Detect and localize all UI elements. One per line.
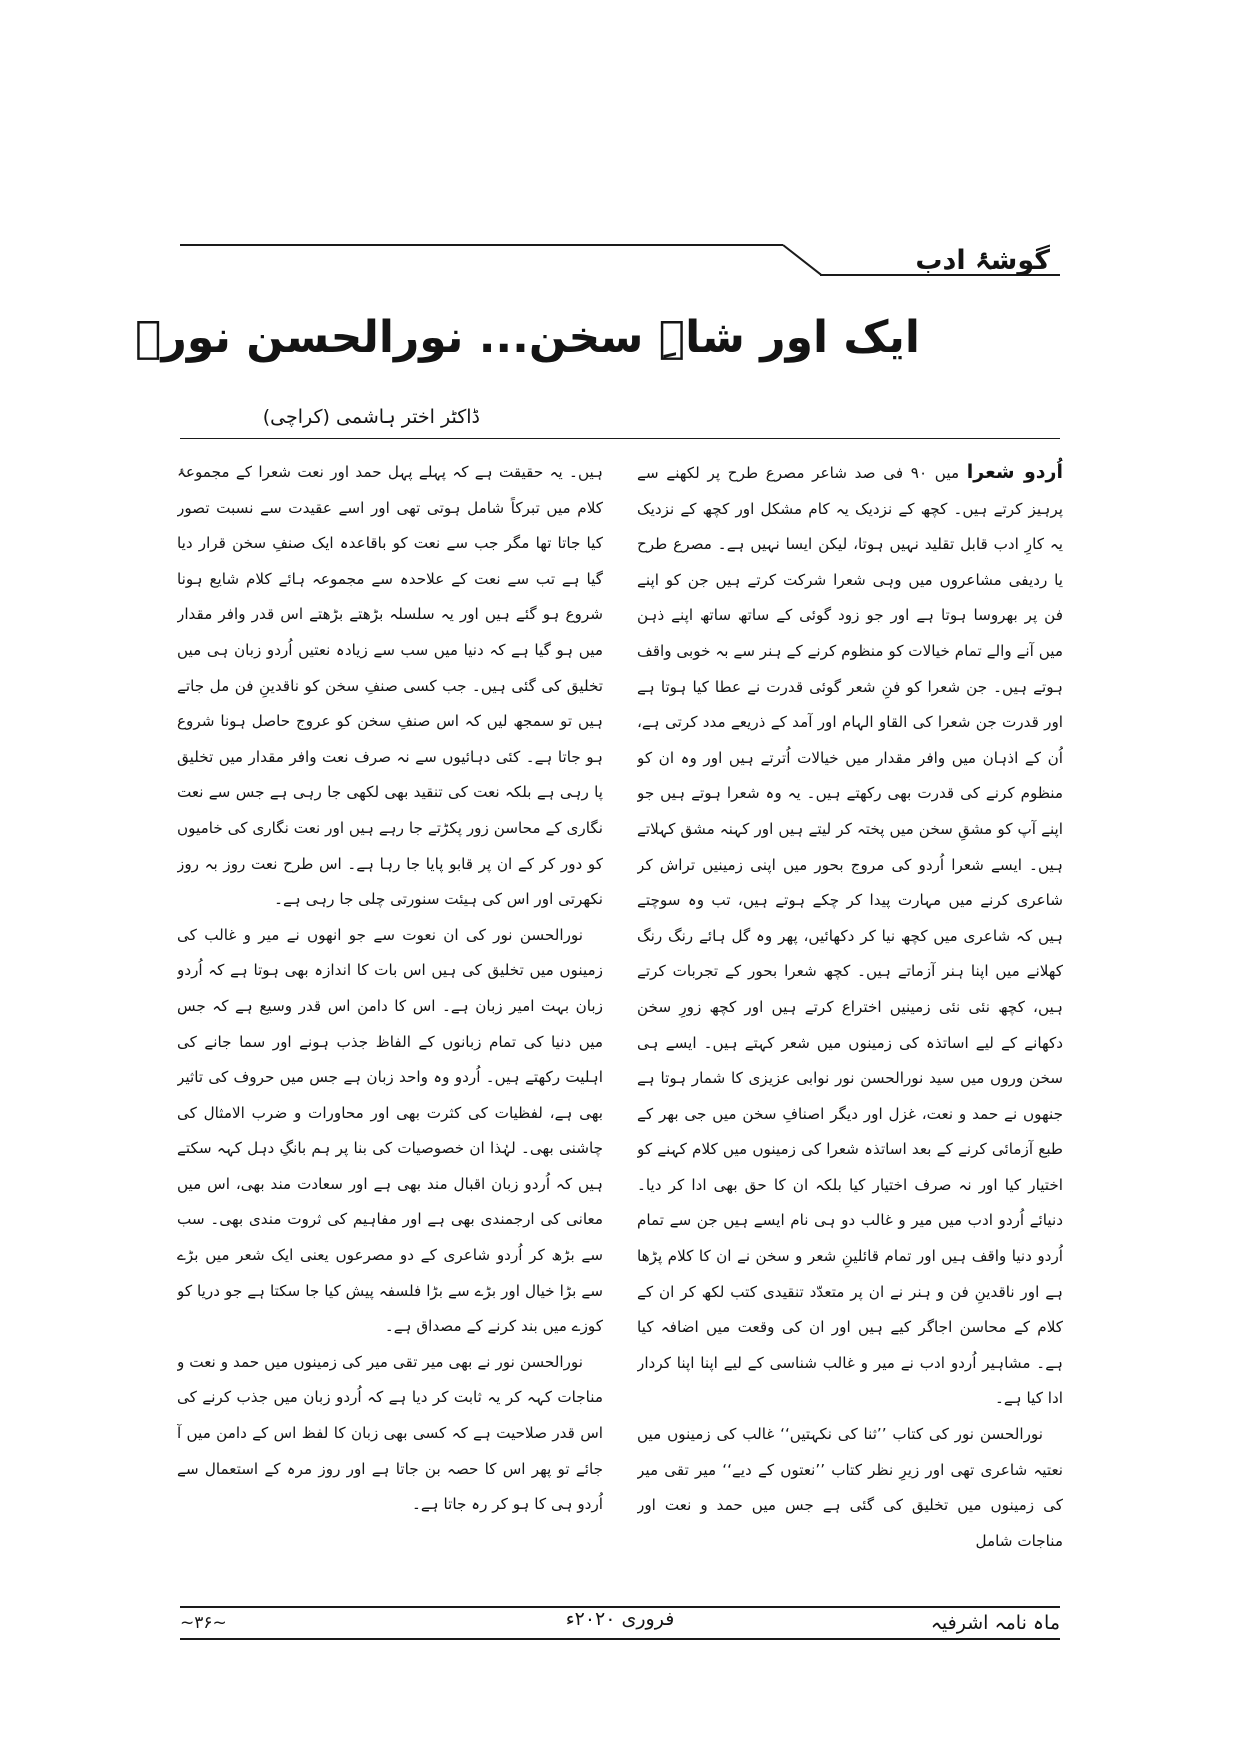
- paragraph-text: میں ۹۰ فی صد شاعر مصرع طرح پر لکھنے سے پرہیز کرتے ہیں۔ کچھ کے نزدیک یہ کام مشکل اور کچھ کے نزدیک یہ کارِ ادب قابل تقلید نہیں ہوتا، لیکن ایسا نہیں ہے۔ مصرع طرح یا ردیفی مشاعروں میں وہی شعرا شرکت کرتے ہیں جن کو اپنے فن پر بھروسا ہوتا ہے اور جو زود گوئی کے ساتھ ساتھ اپنے ذہن میں آنے والے تمام خیالات کو منظوم کرنے کے ہنر سے بہ خوبی واقف ہوتے ہیں۔ جن شعرا کو فنِ شعر گوئی قدرت نے عطا کیا ہوتا ہے اور قدرت جن شعرا کی القاو الہام اور آمد کے ذریعے مدد کرتی ہے، اُن کے اذہان میں وافر مقدار میں خیالات اُترتے ہیں اور وہ ان کو منظوم کرنے کی قدرت بھی رکھتے ہیں۔ یہ وہ شعرا ہوتے ہیں جو اپنے آپ کو مشقِ سخن میں پختہ کر لیتے ہیں اور کہنہ مشق کہلاتے ہیں۔ ایسے شعرا اُردو کی مروج بحور میں اپنی زمینیں تراش کر شاعری کرنے میں مہارت پیدا کر چکے ہوتے ہیں، تب وہ سوچتے ہیں کہ شاعری میں کچھ نیا کر دکھائیں، پھر وہ گل ہائے رنگ رنگ کھلانے میں اپنا ہنر آزماتے ہیں۔ کچھ شعرا بحور کے تجربات کرتے ہیں، کچھ نئی نئی زمینیں اختراع کرتے ہیں اور کچھ زورِ سخن دکھانے کے لیے اساتذہ کی زمینوں میں شعر کہتے ہیں۔ ایسے ہی سخن وروں میں سید نورالحسن نور نوابی عزیزی کا شمار ہوتا ہے جنھوں نے حمد و نعت، غزل اور دیگر اصنافِ سخن میں جی بھر کے طبع آزمائی کرنے کے بعد اساتذہ شعرا کی زمینوں میں کلام کہنے کو اختیار کیا اور نہ صرف اختیار کیا بلکہ ان کا حق بھی ادا کر دیا۔ دنیائے اُردو ادب میں میر و غالب دو ہی نام ایسے ہیں جن سے تمام اُردو دنیا واقف ہیں اور تمام قائلینِ شعر و سخن نے ان کا کلام پڑھا ہے اور ناقدینِ فن و ہنر نے ان پر متعدّد تنقیدی کتب لکھ کر ان کے کلام کے محاسن اجاگر کیے ہیں اور ان کی وقعت میں اضافہ کیا ہے۔ مشاہیر اُردو ادب نے میر و غالب شناسی کے لیے اپنا اپنا کردار ادا کیا ہے۔: [637, 464, 1063, 1408]
- paragraph: نورالحسن نور نے بھی میر تقی میر کی زمینوں میں حمد و نعت و مناجات کہہ کر یہ ثابت کر دیا ہے کہ اُردو زبان میں جذب کرنے کی اس قدر صلاحیت ہے کہ کسی بھی زبان کا لفظ اس کے دامن میں آ جائے تو پھر اس کا حصہ بن جاتا ہے اور روز مرہ کے استعمال سے اُردو ہی کا ہو کر رہ جاتا ہے۔: [177, 1352, 603, 1514]
- paragraph: [637, 455, 1063, 1417]
- article-title: ایک اور شاہِ سخن... نورالحسن نورؔ: [135, 312, 920, 363]
- author-byline: ڈاکٹر اختر ہاشمی (کراچی): [262, 406, 480, 428]
- paragraph: نورالحسن نور کی ان نعوت سے جو انھوں نے میر و غالب کی زمینوں میں تخلیق کی ہیں اس بات کا اندازہ بھی ہوتا ہے کہ اُردو زبان بہت امیر زبان ہے۔ اس کا دامن اس قدر وسیع ہے کہ جس میں دنیا کی تمام زبانوں کے الفاظ جذب ہونے اور سما جانے کی اہلیت رکھتے ہیں۔ اُردو وہ واحد زبان ہے جس میں حروف کی تاثیر بھی ہے، لفظیات کی کثرت بھی اور محاورات و ضرب الامثال کی چاشنی بھی۔ لہٰذا ان خصوصیات کی بنا پر ہم بانگِ دہل کہہ سکتے ہیں کہ اُردو زبان اقبال مند بھی ہے اور سعادت مند بھی، اس میں معانی کی ارجمندی بھی ہے اور مفاہیم کی ثروت مندی بھی۔ سب سے بڑھ کر اُردو شاعری کے دو مصرعوں یعنی ایک شعر میں بڑے سے بڑا خیال اور بڑے سے بڑا فلسفہ پیش کیا جا سکتا ہے جو دریا کو کوزے میں بند کرنے کے مصداق ہے۔: [177, 925, 603, 1336]
- lead-word: اُردو شعرا: [966, 461, 1063, 483]
- header-rule: [180, 244, 783, 246]
- paragraph: ہیں۔ یہ حقیقت ہے کہ پہلے پہل حمد اور نعت شعرا کے مجموعۂ کلام میں تبرکاً شامل ہوتی تھی اور اسے عقیدت سے نسبت تصور کیا جاتا تھا مگر جب سے نعت کو باقاعدہ ایک صنفِ سخن قرار دیا گیا ہے تب سے نعت کے علاحدہ سے مجموعہ ہائے کلام شایع ہونا شروع ہو گئے ہیں اور یہ سلسلہ بڑھتے بڑھتے اس قدر وافر مقدار میں ہو گیا ہے کہ دنیا میں سب سے زیادہ نعتیں اُردو زبان ہی میں تخلیق کی گئی ہیں۔ جب کسی صنفِ سخن کو ناقدینِ فن مل جاتے ہیں تو سمجھ لیں کہ اس صنفِ سخن کو عروج حاصل ہونا شروع ہو جاتا ہے۔ کئی دہائیوں سے نہ صرف نعت وافر مقدار میں تخلیق پا رہی ہے بلکہ نعت کی تنقید بھی لکھی جا رہی ہے جس سے نعت نگاری کے محاسن زور پکڑتے جا رہے ہیں اور نعت نگاری کی خامیوں کو دور کر کے ان پر قابو پایا جا رہا ہے۔ اس طرح نعت روز بہ روز نکھرتی اور اس کی ہیئت سنورتی چلی جا رہی ہے۔: [177, 463, 603, 909]
- byline-rule: [180, 438, 1060, 439]
- article-column-left: [177, 455, 603, 1595]
- page-number: ~۳۶~: [180, 1613, 227, 1633]
- section-label: گوشۂ ادب: [915, 245, 1050, 276]
- magazine-name: ماہ نامہ اشرفیہ: [930, 1612, 1060, 1634]
- issue-date: فروری ۲۰۲۰ء: [565, 1608, 675, 1630]
- article-column-right: [637, 455, 1063, 1595]
- paragraph: نورالحسن نور کی کتاب ’’ثنا کی نکہتیں‘‘ غالب کی زمینوں میں نعتیہ شاعری تھی اور زیرِ نظر کتاب ’’نعتوں کے دیے‘‘ میر تقی میر کی زمینوں میں تخلیق کی گئی ہے جس میں حمد و نعت اور مناجات شامل: [637, 1425, 1063, 1550]
- header-rule-slant: [782, 244, 821, 275]
